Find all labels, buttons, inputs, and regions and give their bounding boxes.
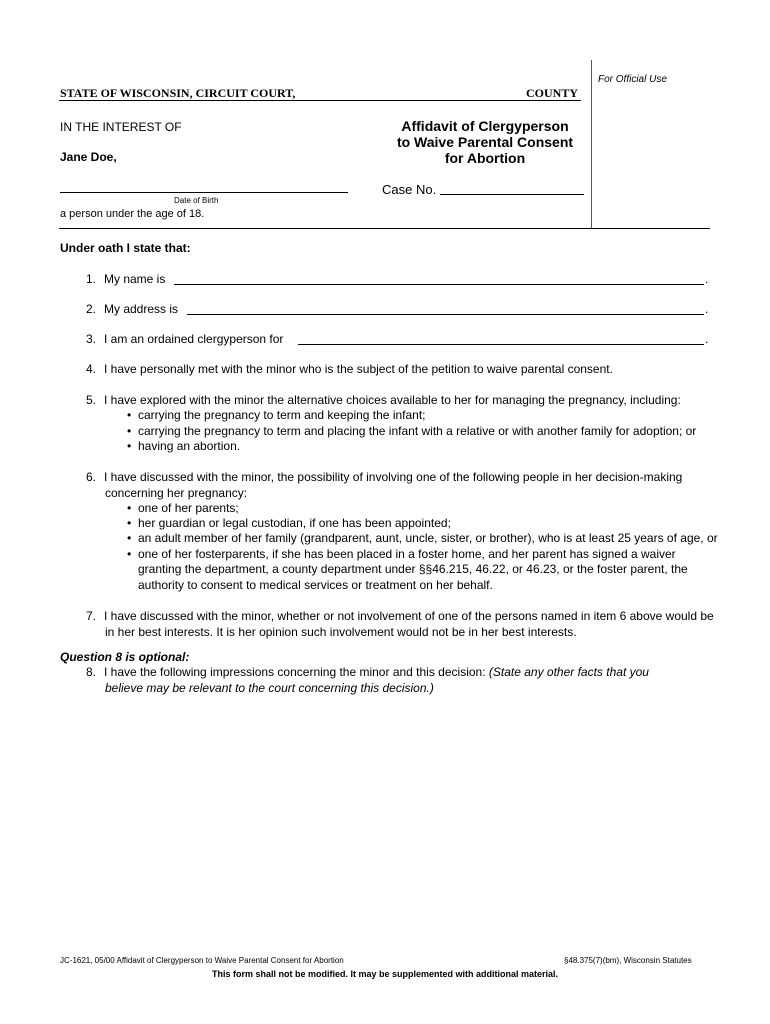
optional-heading: Question 8 is optional: [60, 650, 190, 664]
form-title [380, 118, 590, 166]
court-state-label: STATE OF WISCONSIN, CIRCUIT COURT, [60, 86, 296, 100]
court-county-label: COUNTY [526, 86, 579, 100]
official-use-label: For Official Use [598, 74, 667, 85]
item-3 [86, 332, 283, 346]
item-7 [86, 609, 714, 623]
name-field[interactable] [174, 284, 704, 285]
dob-label: Date of Birth [174, 196, 219, 205]
footer-statute: §48.375(7)(bm), Wisconsin Statutes [564, 956, 692, 965]
item-7-text-line1: I have discussed with the minor, whether or not involvement of one of the persons named in item 6 above would be [104, 609, 714, 623]
item-3-number: 3. [86, 332, 97, 346]
form-title-line3: for Abortion [444, 150, 526, 166]
item-6 [86, 470, 682, 484]
item-6-bullet-2: • her guardian or legal custodian, if one has been appointed; [127, 516, 451, 530]
item-2-period: . [705, 302, 709, 316]
item-6-number: 6. [86, 470, 97, 484]
item-6-bullet-3: • an adult member of her family (grandparent, aunt, uncle, sister, or brother), who is at least 25 years of age, or [127, 531, 718, 545]
item-6-bullet-1: • one of her parents; [127, 501, 239, 515]
form-title-line2: to Waive Parental Consent [396, 134, 574, 150]
minor-age-note: a person under the age of 18. [60, 208, 205, 220]
item-5 [86, 393, 681, 407]
minor-name: Jane Doe, [60, 150, 117, 164]
item-6-bullet-4-cont2: authority to consent to medical services or treatment on her behalf. [138, 578, 493, 592]
item-6-text-line2: concerning her pregnancy: [105, 486, 248, 500]
oath-heading: Under oath I state that: [60, 241, 191, 255]
item-7-number: 7. [86, 609, 97, 623]
item-3-period: . [705, 332, 709, 346]
impressions-text-area[interactable] [105, 700, 705, 940]
item-1 [86, 272, 165, 286]
item-1-period: . [705, 272, 709, 286]
footer-form-id: JC-1621, 05/00 Affidavit of Clergyperson to Waive Parental Consent for Abortion [60, 956, 344, 965]
item-4-number: 4. [86, 362, 97, 376]
item-1-number: 1. [86, 272, 97, 286]
form-title-line1: Affidavit of Clergyperson [401, 118, 569, 134]
item-5-text: I have explored with the minor the alternative choices available to her for managing the pregnancy, including: [104, 393, 681, 407]
item-6-bullet-4-cont1: granting the department, a county department under §§46.215, 46.22, or 46.23, or the foster parent, the [138, 562, 688, 576]
item-3-text: I am an ordained clergyperson for [104, 332, 284, 346]
item-7-text-line2: in her best interests. It is her opinion such involvement would not be in her best interests. [105, 625, 577, 639]
official-use-divider [591, 60, 592, 228]
item-4-text: I have personally met with the minor who is the subject of the petition to waive parental consent. [104, 362, 613, 376]
item-8-italic-1: (State any other facts that you [488, 665, 649, 679]
court-header-underline [59, 100, 581, 101]
address-field[interactable] [187, 314, 704, 315]
case-no-field[interactable] [440, 194, 584, 195]
item-4 [86, 362, 613, 376]
item-2-text: My address is [104, 302, 179, 316]
item-5-bullet-2: • carrying the pregnancy to term and placing the infant with a relative or with another family for adoption; or [127, 424, 697, 438]
interest-of-label: IN THE INTEREST OF [60, 120, 182, 134]
clergy-organization-field[interactable] [298, 344, 704, 345]
dob-field[interactable] [60, 192, 348, 193]
item-8-italic-2: believe may be relevant to the court concerning this decision.) [105, 681, 434, 695]
caption-divider [59, 228, 710, 229]
item-8 [86, 665, 649, 679]
case-no-label: Case No. [382, 182, 437, 197]
item-5-number: 5. [86, 393, 97, 407]
item-2-number: 2. [86, 302, 97, 316]
item-1-text: My name is [104, 272, 166, 286]
item-8-number: 8. [86, 665, 97, 679]
item-6-text-line1: I have discussed with the minor, the possibility of involving one of the following people in her decision-making [104, 470, 683, 484]
item-2 [86, 302, 178, 316]
item-5-bullet-3: • having an abortion. [127, 439, 241, 453]
item-8-text: I have the following impressions concerning the minor and this decision: [104, 665, 489, 679]
item-6-bullet-4: • one of her fosterparents, if she has been placed in a foster home, and her parent has signed a waiver [127, 547, 676, 561]
footer-notice: This form shall not be modified. It may be supplemented with additional material. [211, 969, 559, 979]
item-5-bullet-1: • carrying the pregnancy to term and keeping the infant; [127, 408, 426, 422]
